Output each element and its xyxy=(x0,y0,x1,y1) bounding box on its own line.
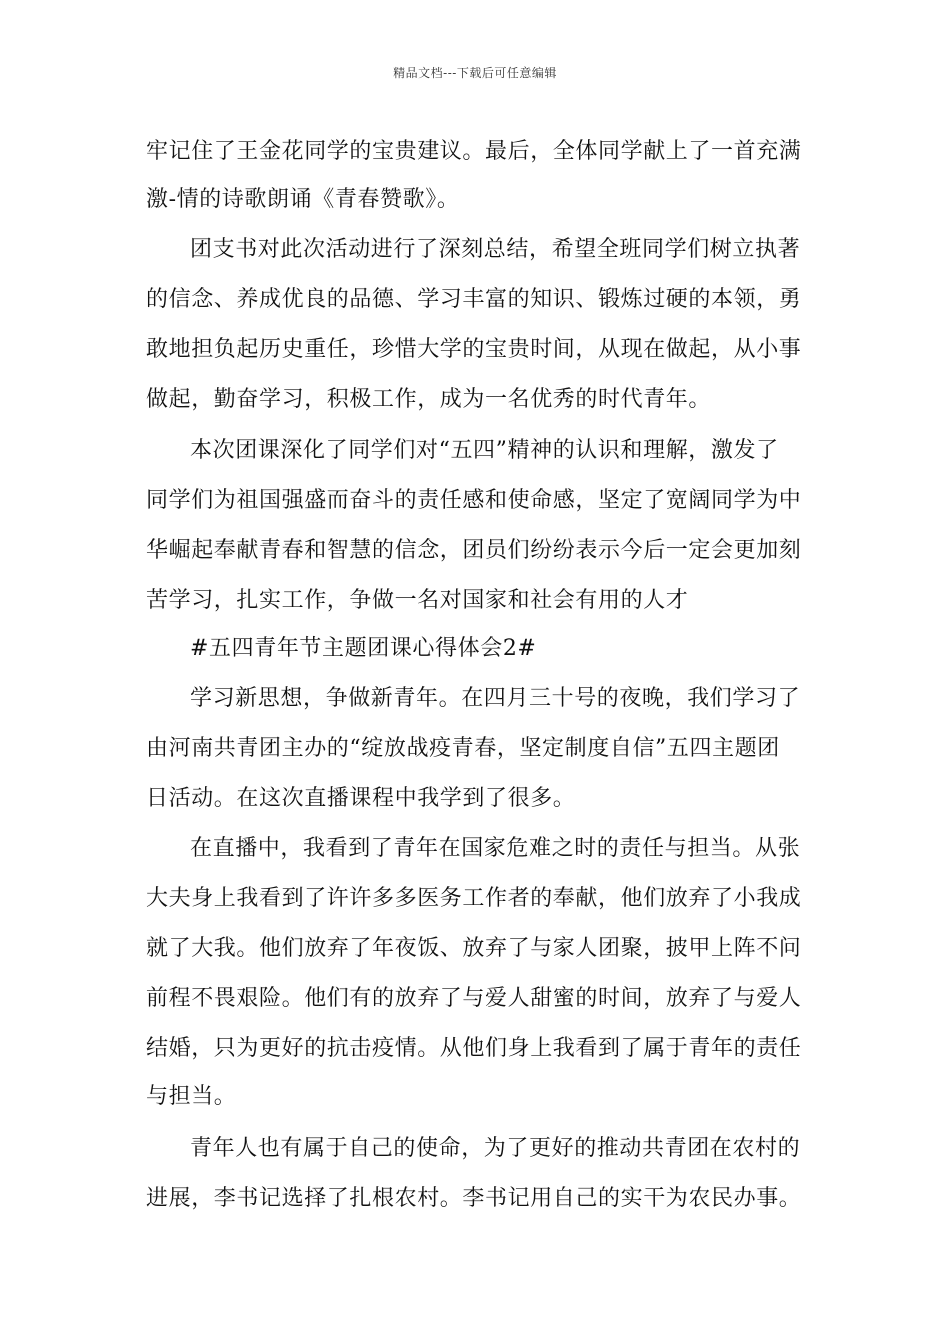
text-line: 与担当。 xyxy=(146,1084,237,1109)
text-line: 大夫身上我看到了许许多多医务工作者的奉献，他们放弃了小我成 xyxy=(146,886,802,911)
text-line: 牢记住了王金花同学的宝贵建议。最后，全体同学献上了一首充满 xyxy=(146,139,802,164)
text-line: 苦学习，扎实工作，争做一名对国家和社会有用的人才 xyxy=(146,588,689,613)
text-line: 的信念、养成优良的品德、学习丰富的知识、锻炼过硬的本领，勇 xyxy=(146,287,802,312)
section-heading: #五四青年节主题团课心得体会2# xyxy=(190,636,537,661)
text-line: 由河南共青团主办的“绽放战疫青春，坚定制度自信”五四主题团 xyxy=(146,736,780,761)
text-line: 进展，李书记选择了扎根农村。李书记用自己的实干为农民办事。 xyxy=(146,1186,802,1211)
text-line: 在直播中，我看到了青年在国家危难之时的责任与担当。从张 xyxy=(190,836,801,861)
text-line: 青年人也有属于自己的使命，为了更好的推动共青团在农村的 xyxy=(190,1136,801,1161)
text-line: 学习新思想，争做新青年。在四月三十号的夜晚，我们学习了 xyxy=(190,686,801,711)
text-line: 做起，勤奋学习，积极工作，成为一名优秀的时代青年。 xyxy=(146,387,712,412)
text-line: 前程不畏艰险。他们有的放弃了与爱人甜蜜的时间，放弃了与爱人 xyxy=(146,986,802,1011)
text-line: 本次团课深化了同学们对“五四”精神的认识和理解，激发了 xyxy=(190,438,779,463)
text-line: 激-情的诗歌朗诵《青春赞歌》。 xyxy=(146,187,460,212)
text-line: 就了大我。他们放弃了年夜饭、放弃了与家人团聚，披甲上阵不问 xyxy=(146,936,802,961)
page-header: 精品文档---下载后可任意编辑 xyxy=(393,66,557,80)
text-line: 敢地担负起历史重任，珍惜大学的宝贵时间，从现在做起，从小事 xyxy=(146,337,802,362)
text-line: 华崛起奉献青春和智慧的信念，团员们纷纷表示今后一定会更加刻 xyxy=(146,538,802,563)
text-line: 日活动。在这次直播课程中我学到了很多。 xyxy=(146,786,576,811)
text-line: 同学们为祖国强盛而奋斗的责任感和使命感，坚定了宽阔同学为中 xyxy=(146,488,802,513)
text-line: 结婚，只为更好的抗击疫情。从他们身上我看到了属于青年的责任 xyxy=(146,1036,802,1061)
text-line: 团支书对此次活动进行了深刻总结，希望全班同学们树立执著 xyxy=(190,237,801,262)
